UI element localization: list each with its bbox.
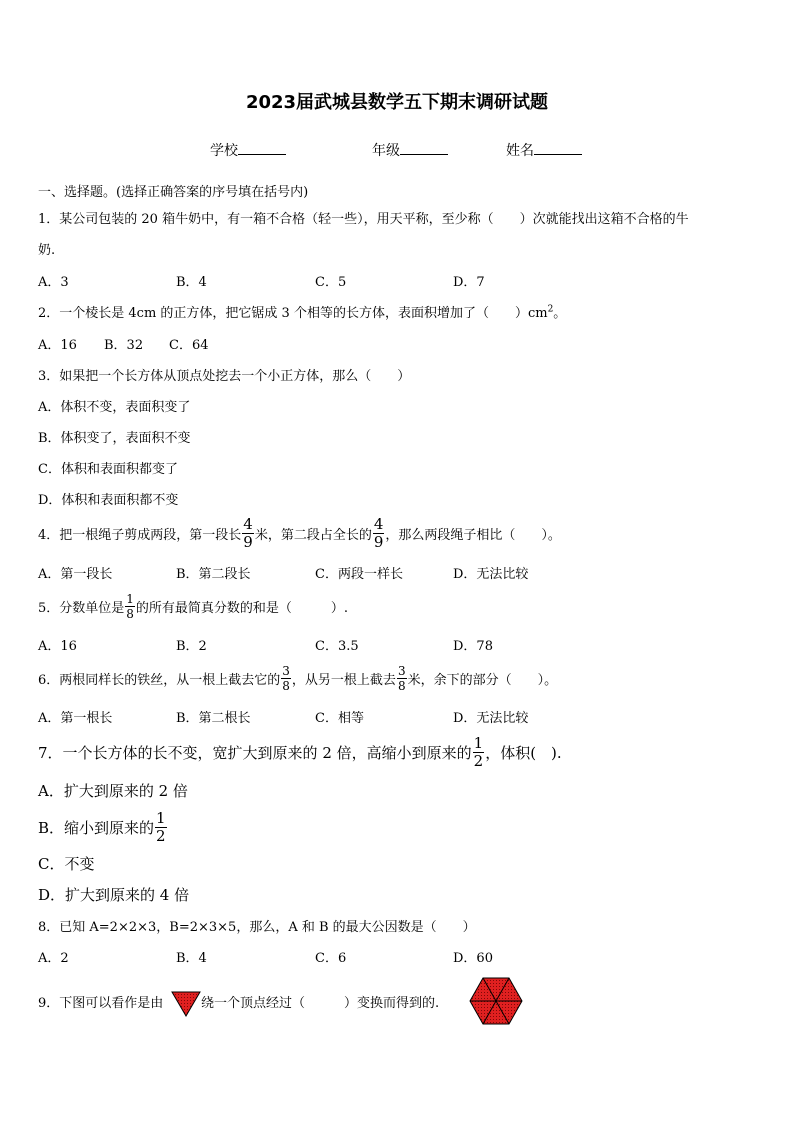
q3-option-d[interactable]: D．体积和表面积都不变 [38, 493, 179, 508]
question-9-text-1: 9．下图可以看作是由 [38, 996, 164, 1011]
q5-option-a[interactable]: A．16 [38, 639, 77, 654]
question-8-text: 8．已知 A=2×2×3，B=2×3×5，那么，A 和 B 的最大公因数是（ ） [38, 920, 476, 935]
q2-option-b[interactable]: B．32 [104, 338, 144, 353]
q1-option-c[interactable]: C．5 [315, 275, 347, 290]
question-9-text-2: 绕一个顶点经过（ ）变换而得到的. [201, 996, 440, 1011]
grade-label: 年级 [372, 143, 400, 159]
question-2-text [38, 302, 566, 321]
q6-option-b[interactable]: B．第二根长 [176, 711, 251, 726]
question-4-text [38, 515, 561, 551]
q7-option-c[interactable]: C．不变 [38, 855, 95, 873]
school-field[interactable] [210, 140, 286, 160]
question-1-text-cont: 奶. [38, 243, 56, 258]
q4-option-c[interactable]: C．两段一样长 [315, 567, 403, 582]
q5-option-b[interactable]: B．2 [176, 639, 207, 654]
q5-text-2: 的所有最简真分数的和是（ ）. [135, 600, 349, 616]
question-1-text: 1．某公司包装的 20 箱牛奶中，有一箱不合格（轻一些），用天平称，至少称（ ）次就能找出这箱不合格的牛 [38, 212, 689, 227]
question-6-text [38, 661, 557, 695]
q6-option-c[interactable]: C．相等 [315, 711, 364, 726]
q6-option-a[interactable]: A．第一根长 [38, 711, 113, 726]
q3-option-b[interactable]: B．体积变了，表面积不变 [38, 431, 191, 446]
name-field[interactable] [506, 140, 582, 160]
q4-option-d[interactable]: D．无法比较 [453, 567, 529, 582]
school-label: 学校 [210, 143, 238, 159]
q7-text-1: 7．一个长方体的长不变，宽扩大到原来的 2 倍，高缩小到原来的 [38, 743, 472, 762]
q4-fraction-1: $\frac{4}{9}$ [243, 514, 253, 551]
q6-fraction-2: $\frac{3}{8}$ [397, 663, 406, 693]
q6-option-d[interactable]: D．无法比较 [453, 711, 529, 726]
q7-option-b-text: B．缩小到原来的 [38, 818, 155, 837]
question-3-text: 3．如果把一个长方体从顶点处挖去一个小正方体，那么（ ） [38, 369, 411, 384]
q7-fraction: $\frac{1}{2}$ [473, 733, 484, 770]
q6-fraction-1: $\frac{3}{8}$ [282, 663, 290, 693]
name-label: 姓名 [506, 143, 534, 159]
q2-text-main: 2．一个棱长是 4cm 的正方体，把它锯成 3 个相等的长方体，表面积增加了（ ）cm [38, 306, 548, 321]
hexagon-figure [468, 976, 524, 1026]
q4-option-b[interactable]: B．第二段长 [176, 567, 251, 582]
q5-text-1: 5．分数单位是 [38, 600, 125, 616]
q2-superscript: 2 [547, 304, 554, 315]
q1-option-b[interactable]: B．4 [176, 275, 207, 290]
q4-option-a[interactable]: A．第一段长 [38, 567, 113, 582]
q7-option-a[interactable]: A．扩大到原来的 2 倍 [38, 782, 188, 800]
q1-option-a[interactable]: A．3 [38, 275, 69, 290]
q4-text-2: 米，第二段占全长的 [254, 527, 372, 543]
q3-option-c[interactable]: C．体积和表面积都变了 [38, 462, 178, 477]
q4-text-3: ，那么两段绳子相比（ ）。 [385, 527, 561, 543]
question-7-text [38, 734, 562, 770]
triangle-figure [171, 990, 201, 1017]
q6-text-2: ，从另一根上截去 [291, 672, 396, 688]
q7-text-2: ，体积( ). [485, 743, 562, 762]
q1-option-d[interactable]: D．7 [453, 275, 485, 290]
q7-option-d[interactable]: D．扩大到原来的 4 倍 [38, 886, 190, 904]
q4-text-1: 4．把一根绳子剪成两段，第一段长 [38, 527, 242, 543]
section-heading: 一、选择题。(选择正确答案的序号填在括号内) [38, 185, 309, 200]
q5-fraction: $\frac{1}{8}$ [126, 591, 134, 621]
q2-option-a[interactable]: A．16 [38, 338, 77, 353]
q7-option-b[interactable] [38, 810, 168, 844]
q8-option-b[interactable]: B．4 [176, 951, 207, 966]
name-blank[interactable] [534, 143, 582, 155]
q8-option-a[interactable]: A．2 [38, 951, 69, 966]
q6-text-3: 米，余下的部分（ ）。 [407, 672, 558, 688]
q2-text-end: 。 [553, 306, 567, 321]
page-title: 2023届武城县数学五下期末调研试题 [245, 92, 549, 113]
q4-fraction-2: $\frac{4}{9}$ [373, 514, 384, 551]
q5-option-c[interactable]: C．3.5 [315, 639, 359, 654]
question-5-text [38, 589, 348, 623]
grade-field[interactable] [372, 140, 448, 160]
q3-option-a[interactable]: A．体积不变，表面积变了 [38, 400, 191, 415]
school-blank[interactable] [238, 143, 286, 155]
q6-text-1: 6．两根同样长的铁丝，从一根上截去它的 [38, 672, 281, 688]
grade-blank[interactable] [400, 143, 448, 155]
q5-option-d[interactable]: D．78 [453, 639, 493, 654]
q7-option-b-fraction: $\frac{1}{2}$ [156, 808, 166, 845]
q2-option-c[interactable]: C．64 [169, 338, 209, 353]
q8-option-c[interactable]: C．6 [315, 951, 347, 966]
q8-option-d[interactable]: D．60 [453, 951, 493, 966]
